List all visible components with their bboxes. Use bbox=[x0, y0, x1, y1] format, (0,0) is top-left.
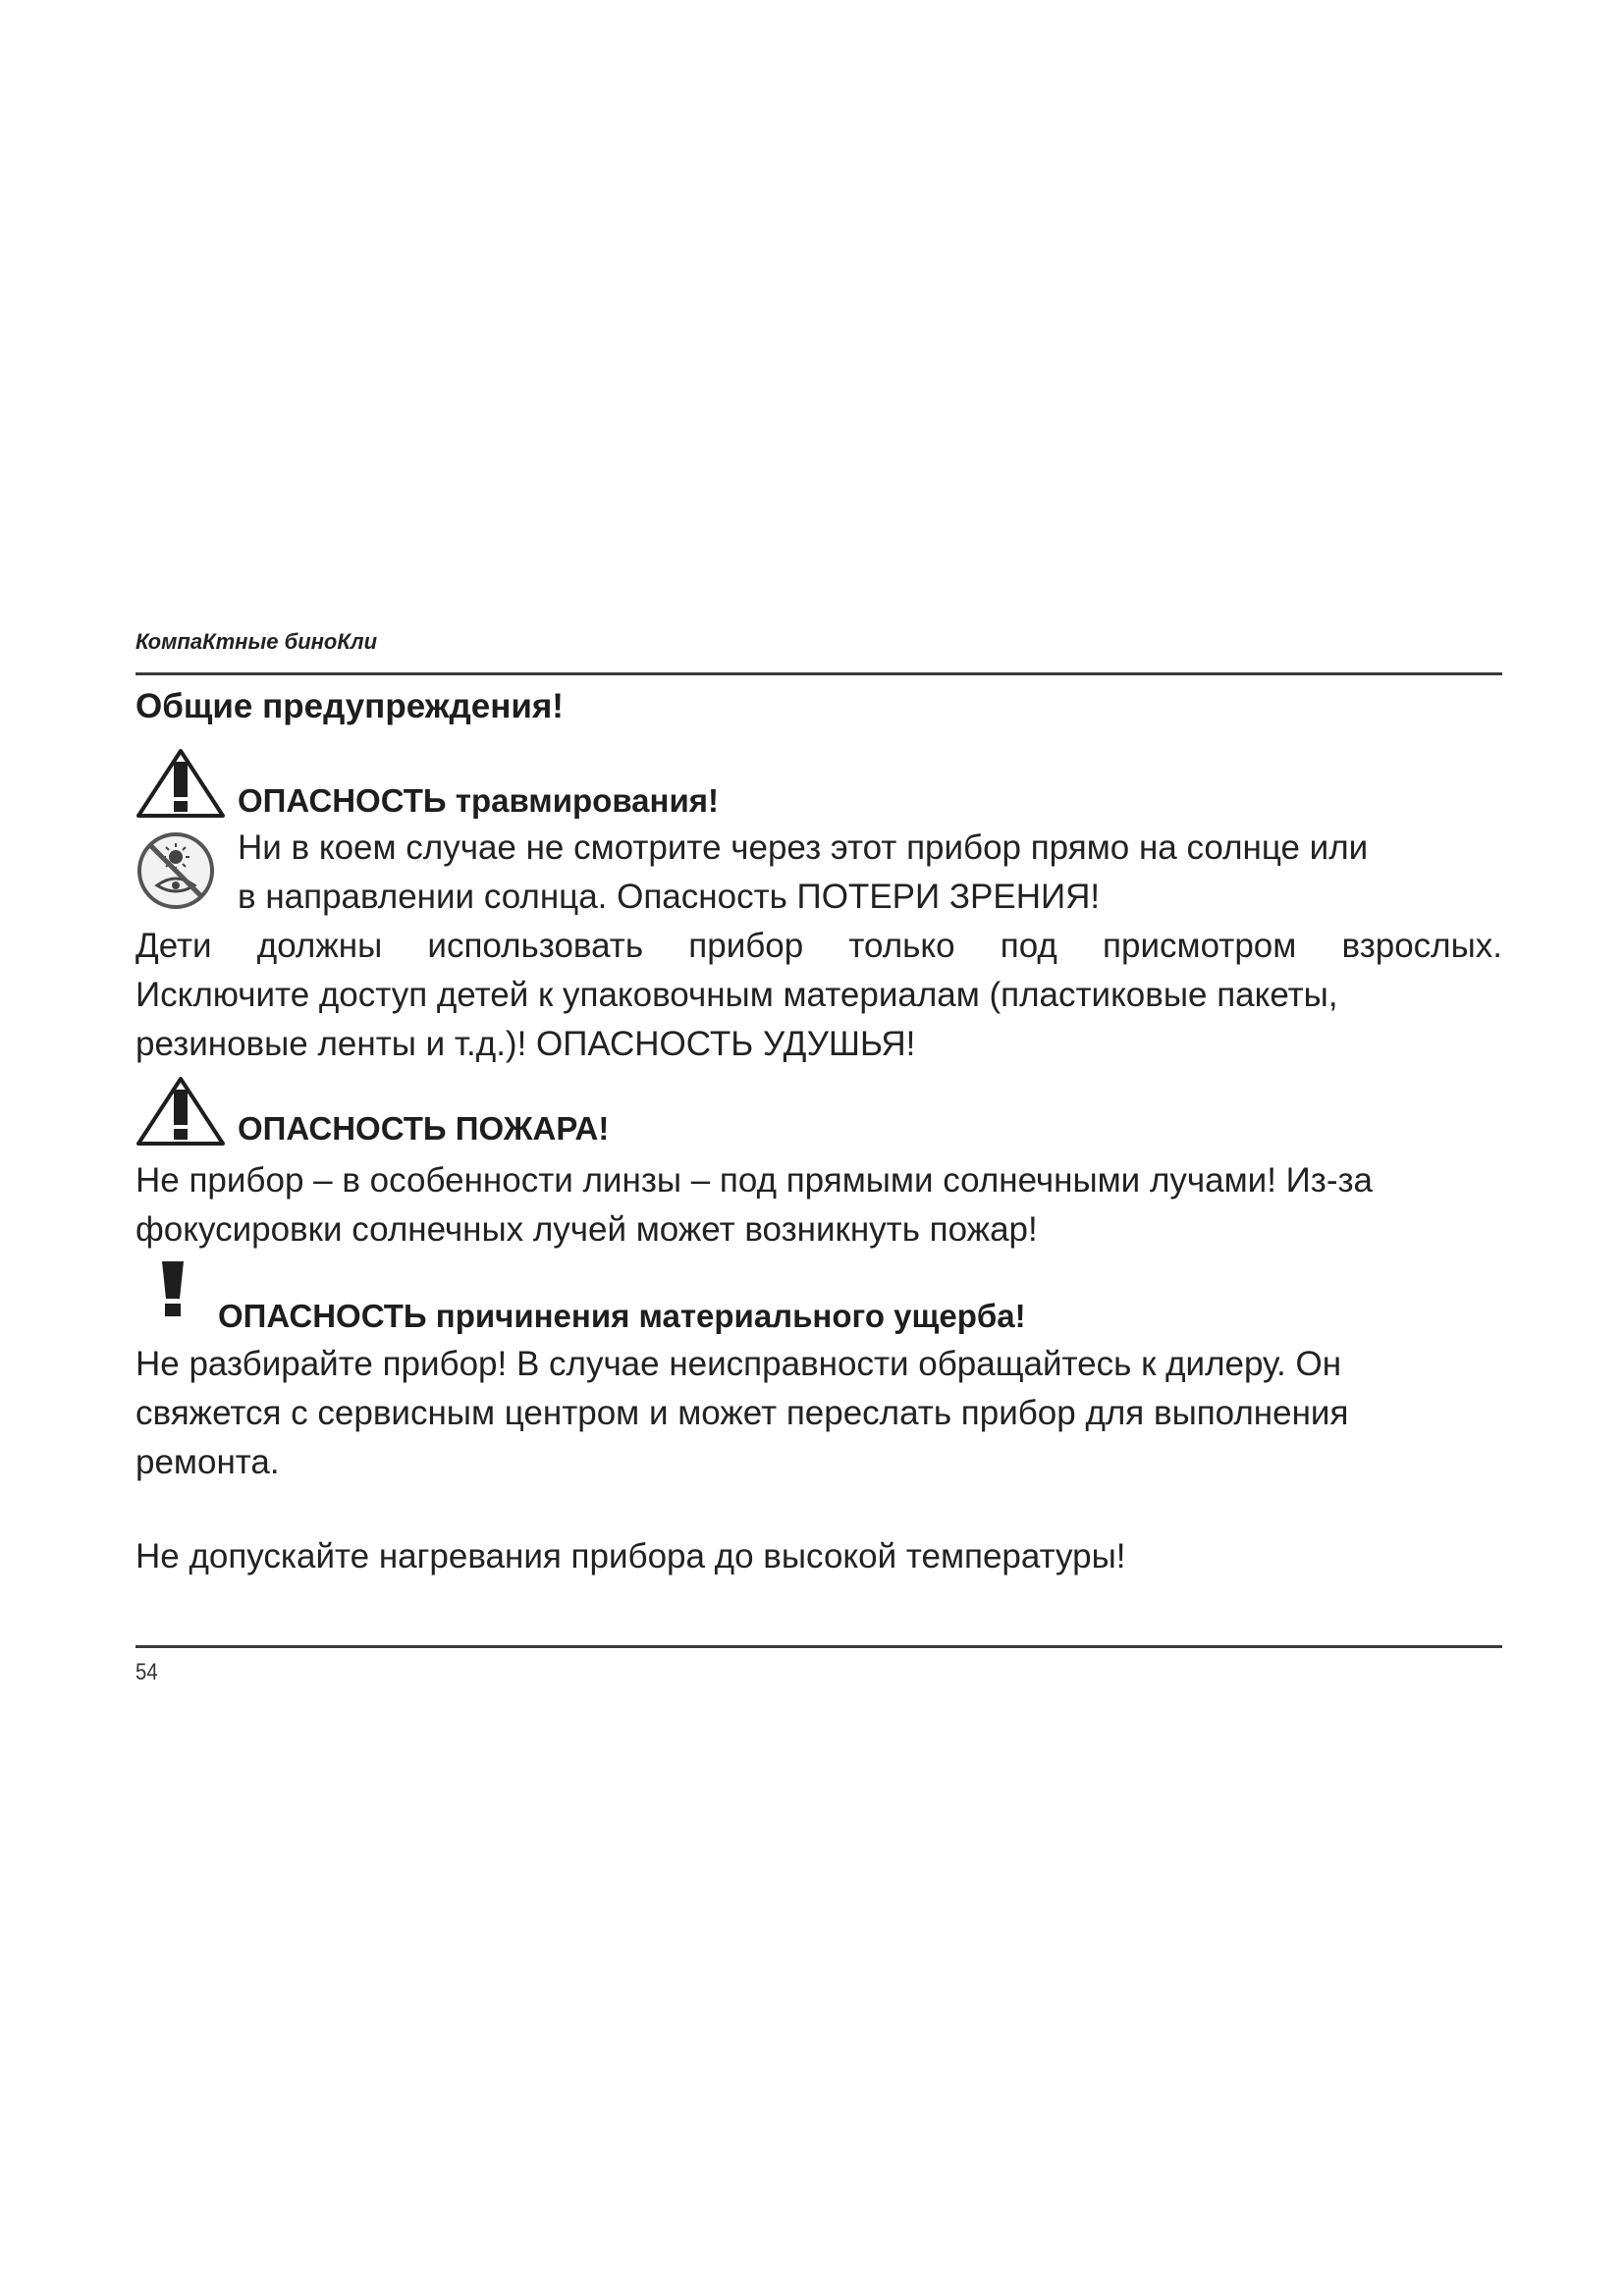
text-line: Не допускайте нагревания прибора до высокой температуры! bbox=[135, 1537, 1126, 1575]
section-heading-injury: ОПАСНОСТЬ травмирования! bbox=[238, 782, 719, 819]
text-line: ремонта. bbox=[135, 1443, 280, 1481]
page-title: Общие предупреждения! bbox=[135, 687, 564, 725]
text-line: Исключите доступ детей к упаковочным материалам (пластиковые пакеты, bbox=[135, 976, 1338, 1014]
text-line: фокусировки солнечных лучей может возникнуть пожар! bbox=[135, 1210, 1038, 1249]
warning-triangle-icon bbox=[135, 748, 226, 819]
section-heading-damage: ОПАСНОСТЬ причинения материального ущерба! bbox=[218, 1298, 1026, 1334]
text-line: Не разбирайте прибор! В случае неисправности обращайтесь к дилеру. Он bbox=[135, 1345, 1342, 1383]
injury-indented-text bbox=[238, 824, 1504, 922]
text-line: в направлении солнца. Опасность ПОТЕРИ ЗРЕНИЯ! bbox=[238, 878, 1101, 916]
text-line: свяжется с сервисным центром и может переслать прибор для выполнения bbox=[135, 1394, 1349, 1432]
fire-body-text bbox=[135, 1156, 1520, 1255]
text-line: Не прибор – в особенности линзы – под прямыми солнечными лучами! Из-за bbox=[135, 1161, 1374, 1200]
running-header: КомпаКтные биноКли bbox=[135, 629, 378, 654]
no-sun-viewing-icon bbox=[135, 830, 216, 911]
page-number: 54 bbox=[135, 1659, 158, 1685]
injury-body-text bbox=[135, 922, 1502, 1069]
damage-body-text bbox=[135, 1340, 1502, 1487]
text-line: Ни в коем случае не смотрите через этот прибор прямо на солнце или bbox=[238, 828, 1369, 867]
section-heading-fire: ОПАСНОСТЬ ПОЖАРА! bbox=[238, 1110, 610, 1147]
header-rule bbox=[135, 672, 1502, 675]
text-line: Дети должны использовать прибор только под присмотром взрослых. bbox=[135, 927, 1502, 965]
exclamation-icon bbox=[160, 1259, 186, 1318]
text-line: резиновые ленты и т.д.)! ОПАСНОСТЬ УДУШЬЯ! bbox=[135, 1025, 916, 1063]
heat-warning-text bbox=[135, 1532, 1502, 1581]
warning-triangle-icon bbox=[135, 1076, 226, 1147]
footer-rule bbox=[135, 1645, 1502, 1648]
